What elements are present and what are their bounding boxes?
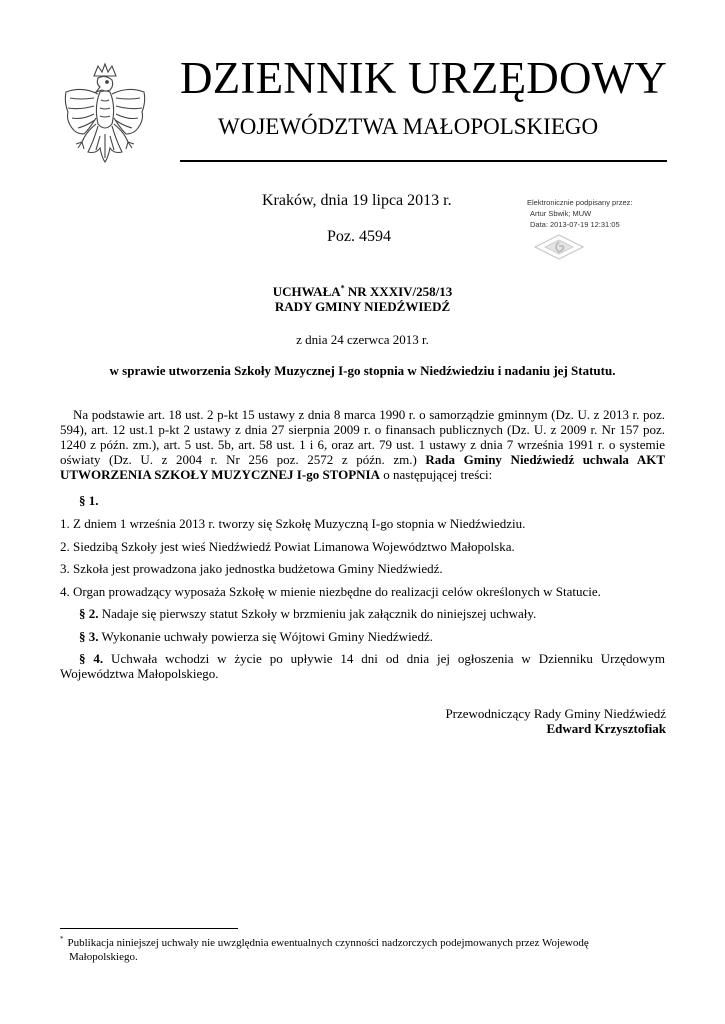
resolution-title-word: UCHWAŁA bbox=[272, 284, 341, 299]
signature-stamp-date: Data: 2013-07-19 12:31:05 bbox=[530, 220, 620, 229]
signatory-name: Edward Krzysztofiak bbox=[546, 721, 666, 736]
resolution-issuer: RADY GMINY NIEDŹWIEDŹ bbox=[274, 299, 451, 314]
journal-subtitle: WOJEWÓDZTWA MAŁOPOLSKIEGO bbox=[218, 114, 599, 139]
preamble-paragraph bbox=[60, 407, 665, 482]
footnote-marker: * bbox=[340, 283, 345, 293]
position-number: Poz. 4594 bbox=[327, 228, 391, 245]
polish-eagle-emblem-icon bbox=[60, 62, 150, 174]
footnote-mark: * bbox=[60, 935, 64, 944]
masthead-rule bbox=[180, 160, 667, 162]
preamble-bold-text: Rada Gminy Niedźwiedź uchwala AKT UTWORZENIA SZKOŁY MUZYCZNEJ I-go STOPNIA bbox=[60, 452, 666, 482]
preamble-text: Na podstawie art. 18 ust. 2 p-kt 15 ustawy z dnia 8 marca 1990 r. o samorządzie gminnym (Dz. U. z 2013 r. poz. 594), art. 12 ust.1 p-kt 2 ustawy z dnia 27 sierpnia 2009 r. o finansach publicznych (Dz. U. z 2009 r. Nr 157 poz. 1240 z późn. zm.), art. 5 ust. 5b, art. 58 ust. 1 i 6, oraz art. 79 ust. 1 ustawy z dnia 7 września 1991 r. o systemie oświaty (Dz. U. z 2004 r. Nr 256 poz. 2572 z późn. zm.) bbox=[60, 407, 665, 467]
section-4-label: § 4. bbox=[79, 651, 104, 666]
resolution-subject: w sprawie utworzenia Szkoły Muzycznej I-go stopnia w Niedźwiedziu i nadaniu jej Statutu. bbox=[109, 363, 616, 378]
section-3-label: § 3. bbox=[79, 629, 99, 644]
resolution-date: z dnia 24 czerwca 2013 r. bbox=[296, 332, 429, 347]
preamble-ending: o następującej treści: bbox=[380, 467, 493, 482]
list-item: 4. Organ prowadzący wyposaża Szkołę w mienie niezbędne do realizacji celów określonych w Statucie. bbox=[60, 584, 601, 599]
signature-stamp-line: Elektronicznie podpisany przez: bbox=[527, 198, 633, 207]
resolution-number: NR XXXIV/258/13 bbox=[344, 284, 453, 299]
electronic-signature-stamp bbox=[527, 197, 657, 267]
footnote bbox=[60, 936, 665, 964]
section-3 bbox=[79, 629, 684, 644]
publication-date: Kraków, dnia 19 lipca 2013 r. bbox=[262, 192, 452, 209]
footnote-rule bbox=[60, 928, 238, 929]
footnote-text: Publikacja niniejszej uchwały nie uwzględnia ewentualnych czynności nadzorczych podejmowanych przez Wojewodę bbox=[67, 937, 589, 949]
section-1-heading: § 1. bbox=[79, 493, 99, 508]
section-2-text: Nadaje się pierwszy statut Szkoły w brzmieniu jak załącznik do niniejszej uchwały. bbox=[98, 606, 537, 621]
list-item: 2. Siedzibą Szkoły jest wieś Niedźwiedź Powiat Limanowa Województwo Małopolska. bbox=[60, 539, 515, 554]
footnote-text-continued: Małopolskiego. bbox=[69, 951, 138, 963]
signatory-title: Przewodniczący Rady Gminy Niedźwiedź bbox=[445, 706, 666, 721]
section-2-label: § 2. bbox=[79, 606, 99, 621]
list-item: 1. Z dniem 1 września 2013 r. tworzy się Szkołę Muzyczną I-go stopnia w Niedźwiedziu. bbox=[60, 516, 526, 531]
signature-seal-icon bbox=[533, 232, 585, 262]
resolution-title bbox=[60, 284, 665, 300]
section-4 bbox=[60, 651, 665, 681]
section-3-text: Wykonanie uchwały powierza się Wójtowi Gminy Niedźwiedź. bbox=[98, 629, 433, 644]
list-item: 3. Szkoła jest prowadzona jako jednostka budżetowa Gminy Niedźwiedź. bbox=[60, 561, 443, 576]
section-4-text: Uchwała wchodzi w życie po upływie 14 dni od dnia jej ogłoszenia w Dzienniku Urzędowym Województwa Małopolskiego. bbox=[60, 651, 665, 681]
journal-title: DZIENNIK URZĘDOWY bbox=[180, 53, 668, 103]
signature-stamp-signer: Artur Sbwik; MUW bbox=[530, 209, 592, 218]
section-2 bbox=[79, 606, 684, 621]
